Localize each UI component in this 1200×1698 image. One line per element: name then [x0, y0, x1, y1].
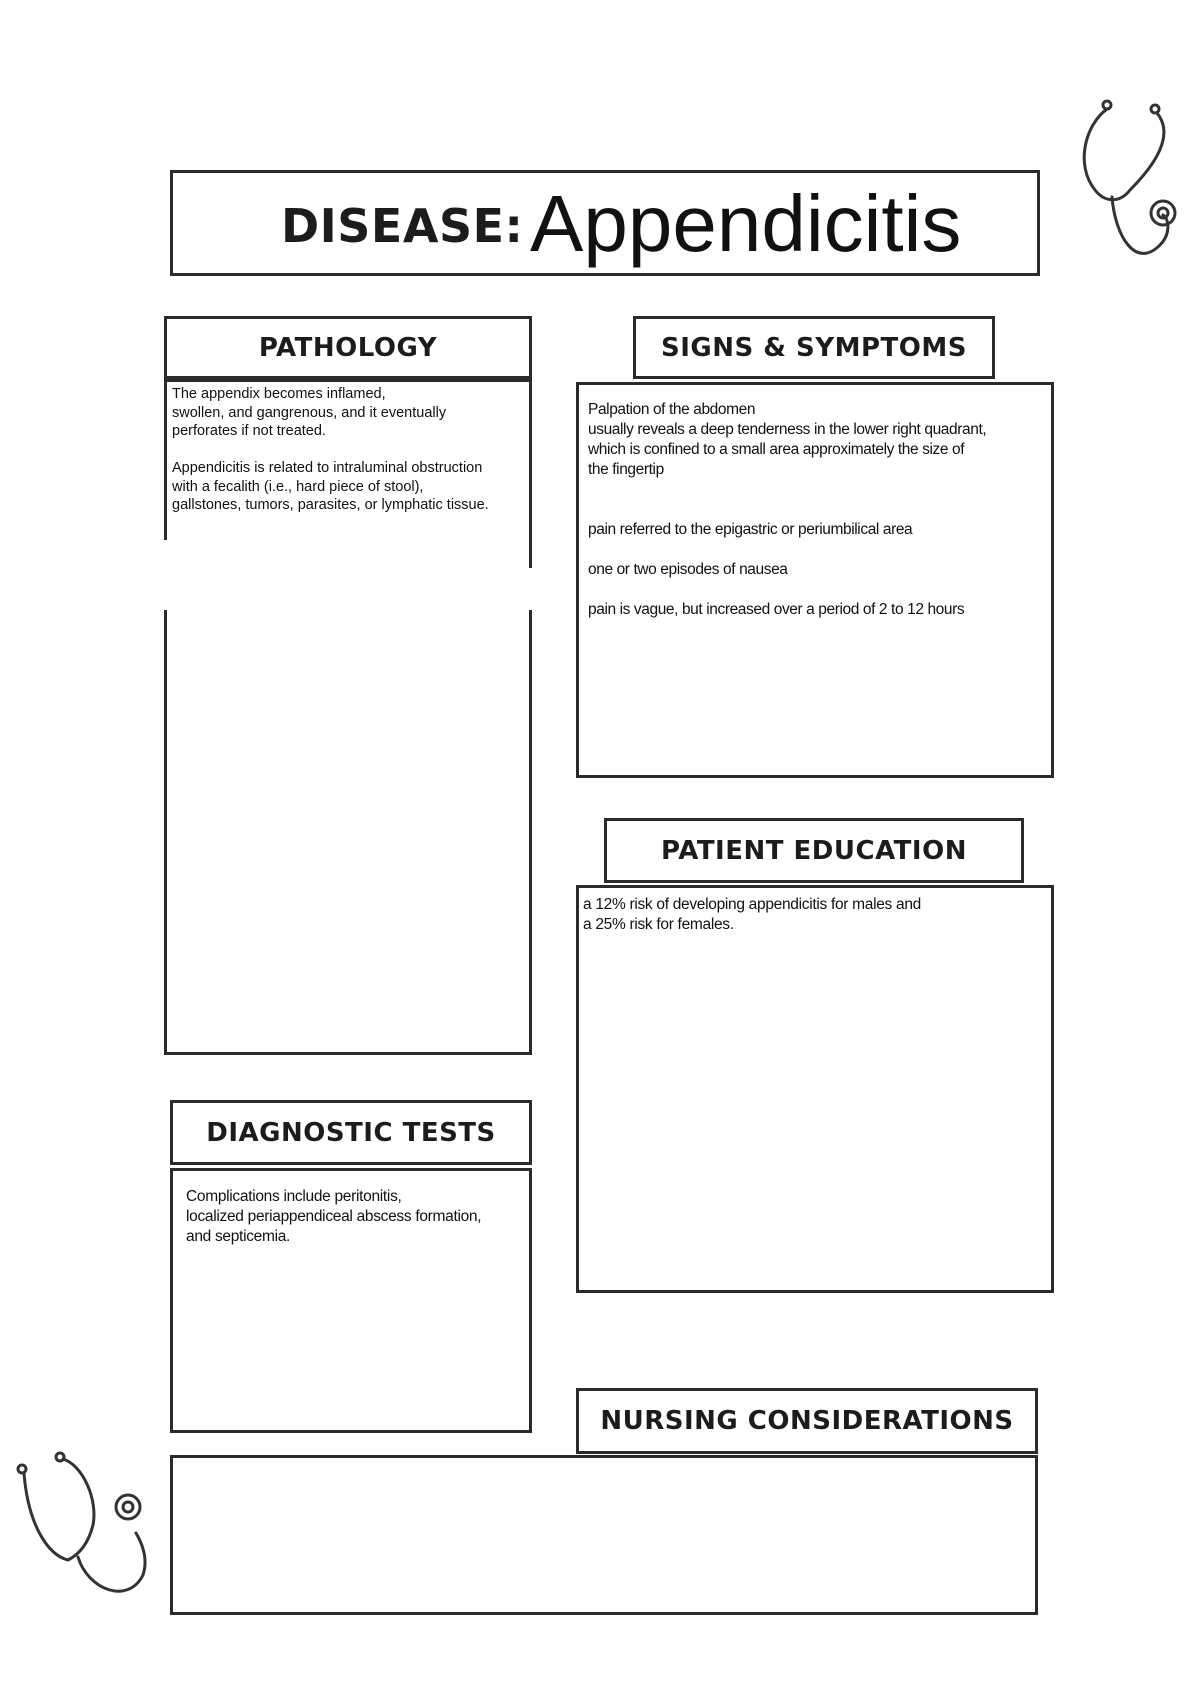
stethoscope-icon — [8, 1445, 148, 1605]
signs-symptoms-text[interactable]: Palpation of the abdomen usually reveals a deep tenderness in the lower right quadrant, which is confined to a small area approximately the size of the fingertip pain referred to the epigastric or periumbilical area one or two episodes of nausea pain is vague, but increased over a period of 2 to 12 hours — [588, 401, 987, 618]
patient-education-box — [576, 885, 1054, 1293]
nursing-considerations-box — [170, 1455, 1038, 1615]
pathology-heading: PATHOLOGY — [164, 316, 532, 379]
patient-education-heading: PATIENT EDUCATION — [604, 818, 1024, 883]
nursing-considerations-heading: NURSING CONSIDERATIONS — [576, 1388, 1038, 1454]
stethoscope-icon — [1075, 95, 1185, 275]
disease-title-box — [170, 170, 1040, 276]
pathology-border-gap — [160, 540, 172, 610]
patient-education-text[interactable]: a 12% risk of developing appendicitis for males and a 25% risk for females. — [583, 896, 921, 933]
signs-symptoms-heading: SIGNS & SYMPTOMS — [633, 316, 995, 379]
diagnostic-tests-heading: DIAGNOSTIC TESTS — [170, 1100, 532, 1165]
pathology-text[interactable]: The appendix becomes inflamed, swollen, and gangrenous, and it eventually perforates if not treated. Appendicitis is related to intraluminal obstruction with a fecalith (i.e., hard piece of stool), gallstones, tumors, parasites, or lymphatic tissue. — [172, 386, 489, 513]
disease-label: DISEASE: — [281, 199, 524, 253]
pathology-border-gap-right — [526, 568, 538, 610]
diagnostic-tests-text[interactable]: Complications include peritonitis, localized periappendiceal abscess formation, and septicemia. — [186, 1188, 482, 1245]
disease-name[interactable]: Appendicitis — [530, 179, 962, 268]
